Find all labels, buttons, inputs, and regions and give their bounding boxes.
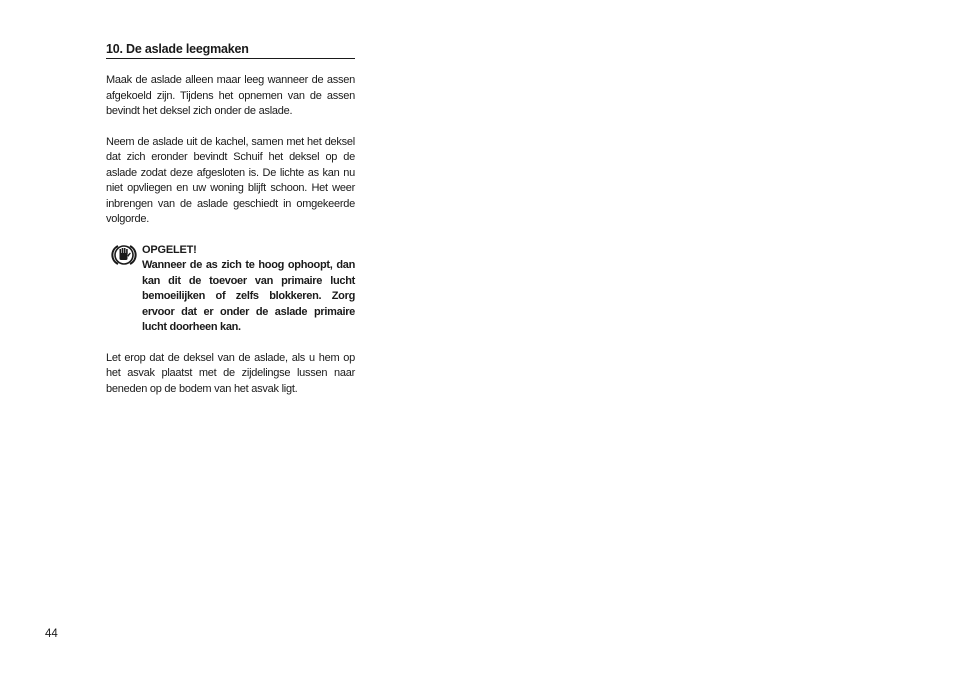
paragraph-lid-placement: Let erop dat de deksel van de aslade, als u hem op het asvak plaatst met de zijdelingse lussen naar beneden op de bodem van het asvak ligt. [106,351,355,395]
paragraph-remove-tray: Neem de aslade uit de kachel, samen met het deksel dat zich eronder bevindt Schuif het deksel op de aslade zodat deze afgesloten is. De lichte as kan nu niet opvliegen en uw woning blijft schoon. Het weer inbrengen van de aslade geschiedt in omgekeerde volgorde. [106,135,355,225]
manual-page-column [106,41,355,412]
hand-warning-icon [108,243,140,267]
warning-title: OPGELET! [142,243,197,256]
page-number: 44 [45,628,58,640]
section-heading: 10. De aslade leegmaken [106,41,355,59]
warning-text: Wanneer de as zich te hoog ophoopt, dan kan dit de toevoer van primaire lucht bemoeilijken of zelfs blokkeren. Zorg ervoor dat er onder de aslade primaire lucht doorheen kan. [142,259,355,333]
paragraph-cooled-ash: Maak de aslade alleen maar leeg wanneer de assen afgekoeld zijn. Tijdens het opnemen van de assen bevindt het deksel zich onder de aslade. [106,74,355,117]
warning-block [106,243,355,336]
